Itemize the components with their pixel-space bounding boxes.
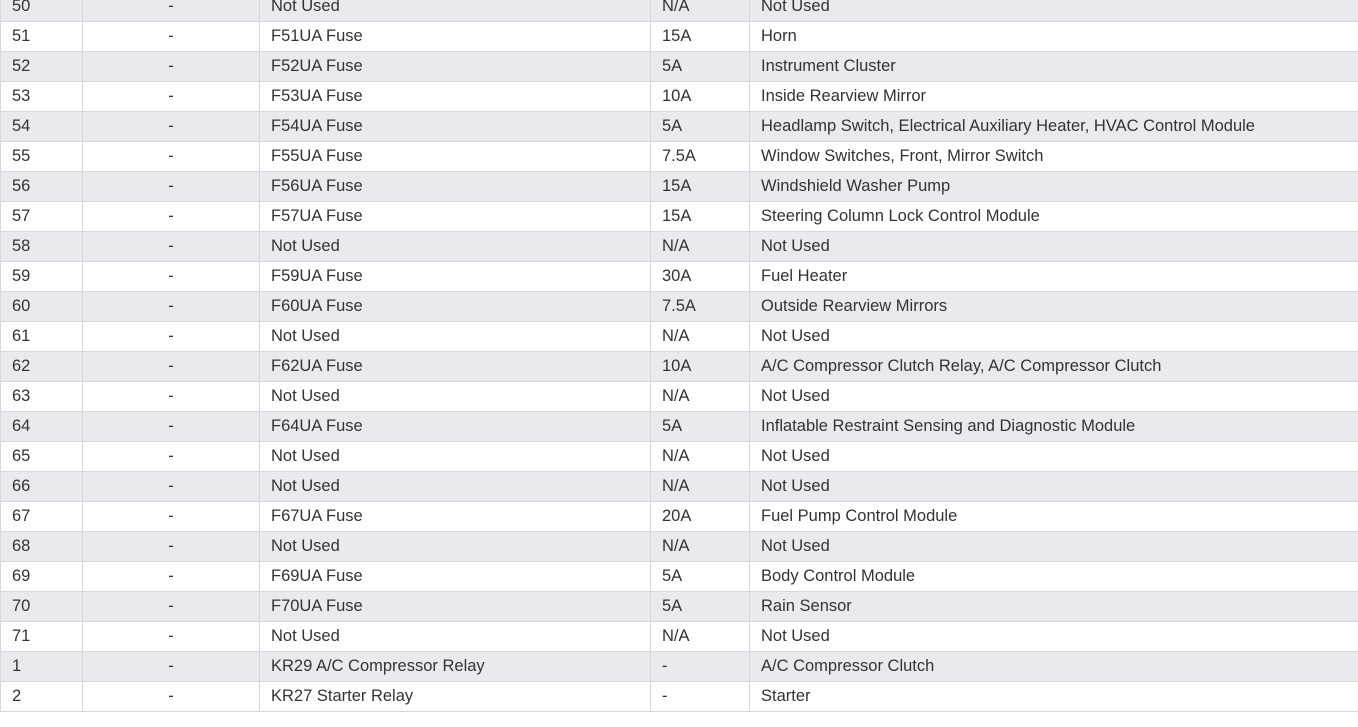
fuse-usage-cell: Not Used bbox=[750, 532, 1358, 562]
table-row bbox=[1, 472, 1358, 502]
fuse-name-cell: F53UA Fuse bbox=[260, 82, 651, 112]
fuse-number-cell: 58 bbox=[1, 232, 83, 262]
fuse-usage-cell: Not Used bbox=[750, 322, 1358, 352]
fuse-name-cell: F70UA Fuse bbox=[260, 592, 651, 622]
fuse-number-cell: 59 bbox=[1, 262, 83, 292]
fuse-name-cell: F67UA Fuse bbox=[260, 502, 651, 532]
fuse-number-cell: 66 bbox=[1, 472, 83, 502]
fuse-dash-cell: - bbox=[83, 292, 260, 322]
fuse-name-cell: F60UA Fuse bbox=[260, 292, 651, 322]
table-row bbox=[1, 532, 1358, 562]
fuse-rating-cell: 5A bbox=[651, 112, 750, 142]
fuse-dash-cell: - bbox=[83, 532, 260, 562]
fuse-rating-cell: 5A bbox=[651, 412, 750, 442]
fuse-name-cell: Not Used bbox=[260, 622, 651, 652]
fuse-number-cell: 63 bbox=[1, 382, 83, 412]
table-row bbox=[1, 562, 1358, 592]
fuse-number-cell: 64 bbox=[1, 412, 83, 442]
fuse-name-cell: F64UA Fuse bbox=[260, 412, 651, 442]
table-row bbox=[1, 502, 1358, 532]
fuse-usage-cell: Horn bbox=[750, 22, 1358, 52]
fuse-number-cell: 69 bbox=[1, 562, 83, 592]
fuse-name-cell: Not Used bbox=[260, 0, 651, 22]
fuse-number-cell: 65 bbox=[1, 442, 83, 472]
fuse-rating-cell: - bbox=[651, 652, 750, 682]
fuse-usage-cell: Not Used bbox=[750, 622, 1358, 652]
fuse-dash-cell: - bbox=[83, 232, 260, 262]
table-row bbox=[1, 682, 1358, 712]
fuse-dash-cell: - bbox=[83, 202, 260, 232]
fuse-rating-cell: 7.5A bbox=[651, 142, 750, 172]
fuse-dash-cell: - bbox=[83, 22, 260, 52]
fuse-name-cell: Not Used bbox=[260, 532, 651, 562]
fuse-dash-cell: - bbox=[83, 382, 260, 412]
fuse-dash-cell: - bbox=[83, 142, 260, 172]
table-row bbox=[1, 622, 1358, 652]
fuse-rating-cell: 15A bbox=[651, 202, 750, 232]
table-row bbox=[1, 382, 1358, 412]
table-row bbox=[1, 232, 1358, 262]
fuse-rating-cell: 15A bbox=[651, 172, 750, 202]
fuse-number-cell: 53 bbox=[1, 82, 83, 112]
fuse-rating-cell: 5A bbox=[651, 562, 750, 592]
fuse-number-cell: 70 bbox=[1, 592, 83, 622]
table-row bbox=[1, 0, 1358, 22]
table-row bbox=[1, 172, 1358, 202]
fuse-rating-cell: 10A bbox=[651, 352, 750, 382]
fuse-rating-cell: N/A bbox=[651, 232, 750, 262]
fuse-name-cell: Not Used bbox=[260, 322, 651, 352]
fuse-rating-cell: N/A bbox=[651, 0, 750, 22]
fuse-table-body bbox=[1, 0, 1358, 712]
fuse-number-cell: 71 bbox=[1, 622, 83, 652]
fuse-usage-cell: Inflatable Restraint Sensing and Diagnostic Module bbox=[750, 412, 1358, 442]
fuse-usage-cell: Windshield Washer Pump bbox=[750, 172, 1358, 202]
fuse-dash-cell: - bbox=[83, 682, 260, 712]
fuse-dash-cell: - bbox=[83, 652, 260, 682]
fuse-name-cell: F69UA Fuse bbox=[260, 562, 651, 592]
table-row bbox=[1, 22, 1358, 52]
fuse-usage-cell: Inside Rearview Mirror bbox=[750, 82, 1358, 112]
table-row bbox=[1, 82, 1358, 112]
fuse-number-cell: 67 bbox=[1, 502, 83, 532]
fuse-name-cell: F52UA Fuse bbox=[260, 52, 651, 82]
fuse-number-cell: 52 bbox=[1, 52, 83, 82]
fuse-usage-cell: Outside Rearview Mirrors bbox=[750, 292, 1358, 322]
fuse-usage-cell: Not Used bbox=[750, 442, 1358, 472]
fuse-number-cell: 54 bbox=[1, 112, 83, 142]
fuse-rating-cell: - bbox=[651, 682, 750, 712]
table-row bbox=[1, 52, 1358, 82]
fuse-usage-cell: Steering Column Lock Control Module bbox=[750, 202, 1358, 232]
fuse-name-cell: F54UA Fuse bbox=[260, 112, 651, 142]
fuse-rating-cell: 20A bbox=[651, 502, 750, 532]
fuse-name-cell: F59UA Fuse bbox=[260, 262, 651, 292]
fuse-name-cell: F57UA Fuse bbox=[260, 202, 651, 232]
fuse-usage-cell: Instrument Cluster bbox=[750, 52, 1358, 82]
fuse-dash-cell: - bbox=[83, 322, 260, 352]
table-row bbox=[1, 202, 1358, 232]
fuse-dash-cell: - bbox=[83, 0, 260, 22]
fuse-name-cell: KR29 A/C Compressor Relay bbox=[260, 652, 651, 682]
table-row bbox=[1, 322, 1358, 352]
table-row bbox=[1, 292, 1358, 322]
fuse-usage-cell: Not Used bbox=[750, 232, 1358, 262]
fuse-dash-cell: - bbox=[83, 82, 260, 112]
fuse-name-cell: KR27 Starter Relay bbox=[260, 682, 651, 712]
fuse-dash-cell: - bbox=[83, 442, 260, 472]
table-row bbox=[1, 592, 1358, 622]
fuse-usage-cell: Window Switches, Front, Mirror Switch bbox=[750, 142, 1358, 172]
fuse-rating-cell: 15A bbox=[651, 22, 750, 52]
fuse-number-cell: 1 bbox=[1, 652, 83, 682]
fuse-usage-cell: Fuel Pump Control Module bbox=[750, 502, 1358, 532]
fuse-usage-cell: Headlamp Switch, Electrical Auxiliary Heater, HVAC Control Module bbox=[750, 112, 1358, 142]
fuse-usage-cell: Starter bbox=[750, 682, 1358, 712]
fuse-rating-cell: N/A bbox=[651, 532, 750, 562]
table-row bbox=[1, 142, 1358, 172]
fuse-dash-cell: - bbox=[83, 472, 260, 502]
fuse-name-cell: Not Used bbox=[260, 472, 651, 502]
fuse-dash-cell: - bbox=[83, 562, 260, 592]
fuse-usage-cell: Rain Sensor bbox=[750, 592, 1358, 622]
fuse-name-cell: F62UA Fuse bbox=[260, 352, 651, 382]
fuse-number-cell: 60 bbox=[1, 292, 83, 322]
fuse-usage-cell: Body Control Module bbox=[750, 562, 1358, 592]
fuse-dash-cell: - bbox=[83, 622, 260, 652]
table-row bbox=[1, 442, 1358, 472]
fuse-number-cell: 51 bbox=[1, 22, 83, 52]
fuse-name-cell: Not Used bbox=[260, 232, 651, 262]
fuse-number-cell: 57 bbox=[1, 202, 83, 232]
fuse-usage-cell: Not Used bbox=[750, 472, 1358, 502]
fuse-rating-cell: N/A bbox=[651, 442, 750, 472]
fuse-usage-cell: A/C Compressor Clutch bbox=[750, 652, 1358, 682]
fuse-usage-cell: A/C Compressor Clutch Relay, A/C Compressor Clutch bbox=[750, 352, 1358, 382]
fuse-number-cell: 68 bbox=[1, 532, 83, 562]
fuse-rating-cell: N/A bbox=[651, 472, 750, 502]
fuse-name-cell: F56UA Fuse bbox=[260, 172, 651, 202]
fuse-rating-cell: 5A bbox=[651, 592, 750, 622]
fuse-dash-cell: - bbox=[83, 412, 260, 442]
fuse-dash-cell: - bbox=[83, 112, 260, 142]
fuse-rating-cell: N/A bbox=[651, 322, 750, 352]
table-row bbox=[1, 352, 1358, 382]
fuse-number-cell: 61 bbox=[1, 322, 83, 352]
fuse-dash-cell: - bbox=[83, 592, 260, 622]
fuse-number-cell: 55 bbox=[1, 142, 83, 172]
fuse-rating-cell: N/A bbox=[651, 622, 750, 652]
fuse-dash-cell: - bbox=[83, 172, 260, 202]
fuse-name-cell: F55UA Fuse bbox=[260, 142, 651, 172]
fuse-dash-cell: - bbox=[83, 52, 260, 82]
table-row bbox=[1, 112, 1358, 142]
fuse-name-cell: F51UA Fuse bbox=[260, 22, 651, 52]
fuse-usage-cell: Not Used bbox=[750, 0, 1358, 22]
table-row bbox=[1, 262, 1358, 292]
fuse-rating-cell: 10A bbox=[651, 82, 750, 112]
fuse-rating-cell: 30A bbox=[651, 262, 750, 292]
fuse-rating-cell: 5A bbox=[651, 52, 750, 82]
fuse-number-cell: 50 bbox=[1, 0, 83, 22]
fuse-dash-cell: - bbox=[83, 502, 260, 532]
fuse-usage-cell: Not Used bbox=[750, 382, 1358, 412]
fuse-rating-cell: N/A bbox=[651, 382, 750, 412]
fuse-number-cell: 56 bbox=[1, 172, 83, 202]
table-row bbox=[1, 412, 1358, 442]
fuse-number-cell: 2 bbox=[1, 682, 83, 712]
fuse-usage-cell: Fuel Heater bbox=[750, 262, 1358, 292]
table-row bbox=[1, 652, 1358, 682]
fuse-number-cell: 62 bbox=[1, 352, 83, 382]
fuse-dash-cell: - bbox=[83, 262, 260, 292]
fuse-dash-cell: - bbox=[83, 352, 260, 382]
fuse-name-cell: Not Used bbox=[260, 442, 651, 472]
fuse-name-cell: Not Used bbox=[260, 382, 651, 412]
fuse-rating-cell: 7.5A bbox=[651, 292, 750, 322]
